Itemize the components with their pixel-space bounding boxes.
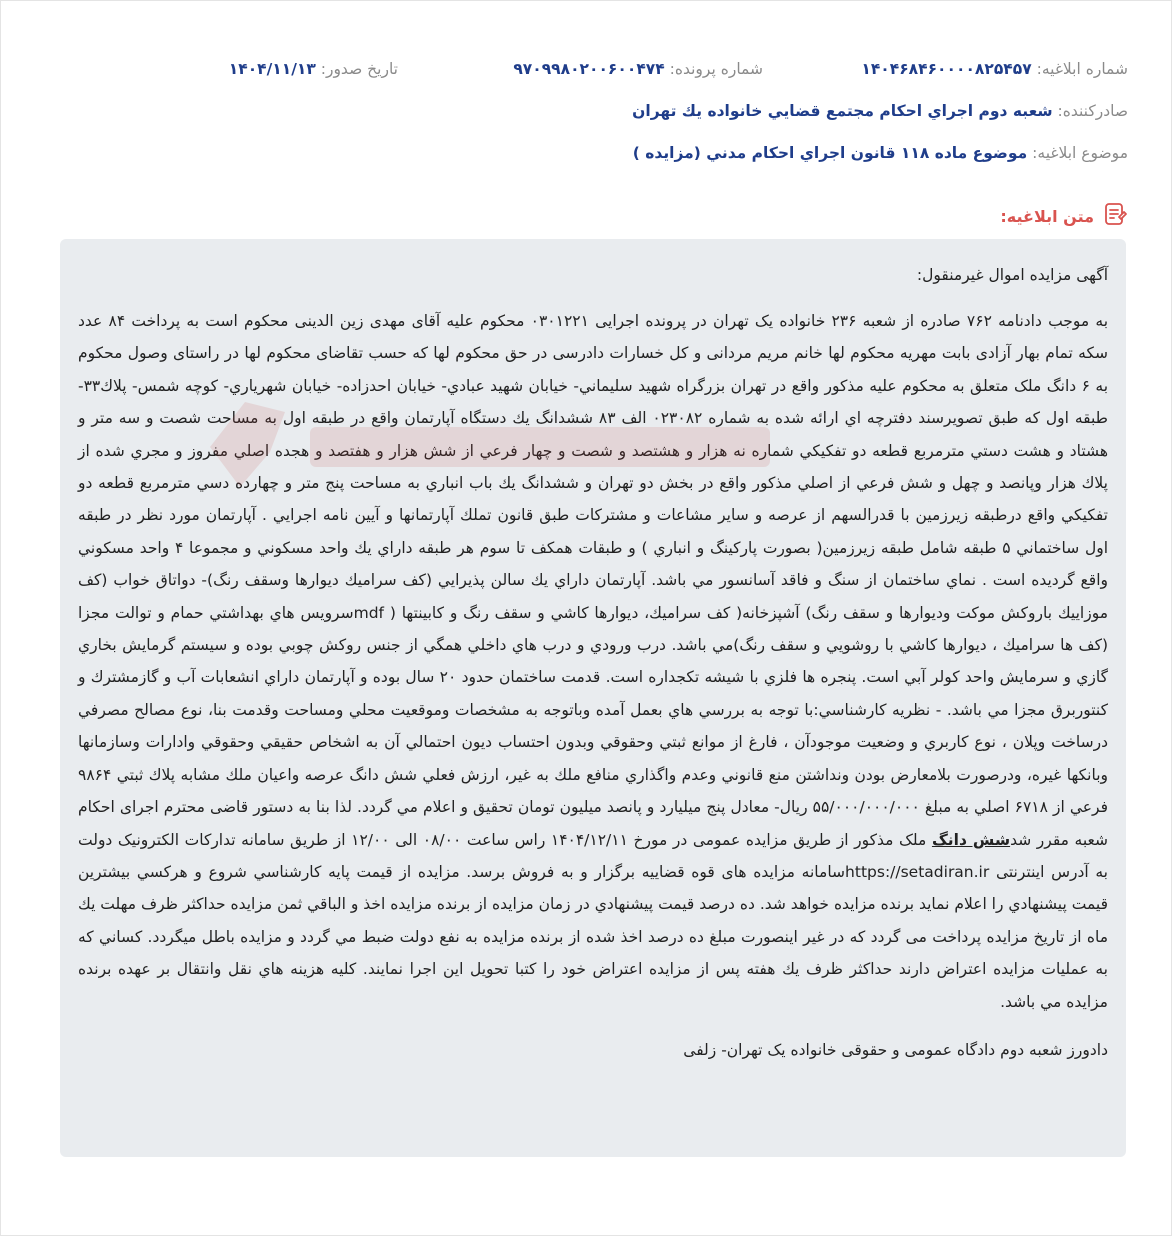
subject-value: موضوع ماده ۱۱۸ قانون اجراي احكام مدني (مزايده ) bbox=[632, 144, 1028, 162]
notice-number-label: شماره ابلاغيه: bbox=[1036, 60, 1128, 78]
notice-body-part1: به موجب دادنامه ۷۶۲ صادره از شعبه ۲۳۶ خانواده یک تهران در پرونده اجرایی ۰۳۰۱۲۲۱ محکوم علیه آقای مهدی زین الدینی محکوم است به پرداخت ۸۴ عدد سکه تمام بهار آزادی بابت مهریه محکوم لها خانم مریم مردانی و کل خسارات دادرسی در حق محکوم لها که حسب تقاضای محکوم لها در راستای وصول محکوم به ۶ دانگ ملک متعلق به محکوم علیه مذکور واقع در تهران بزرگراه شهید سليماني- خيابان شهيد عبادي- خيابان احدزاده- خيابان شهرياري- كوچه شمس- پلاك۳۳- طبقه اول كه طبق تصويرسند دفترچه اي ارائه شده به شماره ۰۲۳۰۸۲ الف ۸۳ ششدانگ يك دستگاه آپارتمان واقع در طبقه اول به مساحت شصت و سه متر و هشتاد و هشت دستي مترمربع قطعه دو تفكيكي شماره نه هزار و هشتصد و شصت و چهار فرعي از شش هزار و هفتصد و هجده اصلي مفروز و مجري شده از پلاك هزار وپانصد و چهل و شش فرعي از اصلي مذكور واقع در بخش دو تهران و ششدانگ يك باب انباري به مساحت پنج متر و چهارده دسي مترمربع قطعه دو تفكيكي واقع درطبقه زيرزمين با قدرالسهم از عرصه و ساير مشاعات و مشتركات طبق قانون تملك آپارتمانها و آيين نامه اجرايي . آپارتمان مورد نظر در طبقه اول ساختماني ۵ طبقه شامل طبقه زيرزمين( بصورت پاركينگ و انباري ) و طبقات همكف تا سوم هر طبقه داراي يك واحد مسكوني و مجموعا ۴ واحد مسكوني واقع گرديده است . نماي ساختمان از سنگ و فاقد آسانسور مي باشد. آپارتمان داراي يك سالن پذيرايي (كف سراميك ديوارها وسقف رنگ)- دواتاق خواب (كف موزاييك باروكش موكت وديوارها و سقف رنگ) آشپزخانه( كف سراميك، ديوارها كاشي و سقف رنگ و كابينتها ( mdfسرويس هاي بهداشتي حمام و توالت مجزا (كف ها سراميك ، ديوارها كاشي با روشويي و سقف رنگ)مي باشد. درب ورودي و درب هاي داخلي همگي از جنس روكش چوبي بوده و سيستم گرمايش بخاري گازي و سرمايش واحد كولر آبي است. پنجره ها فلزي با شيشه تكجداره است. قدمت ساختمان حدود ۲۰ سال بوده و آپارتمان داراي انشعابات آب و گازمشترك و كنتوربرق مجزا مي باشد. - نظريه كارشناسي:با توجه به بررسي هاي بعمل آمده وباتوجه به مشخصات وموقعيت محلي ومساحت وقدمت بنا، نوع مصالح مصرفي درساخت وپلان ، نوع كاربري و وضعيت موجودآن ، فارغ از موانع ثبتي وحقوقي وبدون احتساب ديون احتمالي آن به اشخاص حقيقي وحقوقي وادارات وسازمانها وبانكها غيره، ودرصورت بلامعارض بودن ونداشتن منع قانوني وعدم واگذاري منافع ملك به غير، ارزش فعلي شش دانگ عرصه واعيان ملك مشابه پلاك ثبتي ۹۸۶۴ فرعي از ۶۷۱۸ اصلي به مبلغ ۵۵/۰۰۰/۰۰۰/۰۰۰ ريال- معادل پنج ميليارد و پانصد ميليون تومان تحقيق و اعلام مي گردد. لذا بنا به دستور قاضی محترم اجرای احکام شعبه مقرر شد bbox=[78, 312, 1109, 849]
issue-date bbox=[229, 58, 398, 80]
notice-heading: آگهی مزایده اموال غیرمنقول: bbox=[916, 266, 1108, 284]
case-number-value: ۹۷۰۹۹۸۰۲۰۰۶۰۰۴۷۴ bbox=[513, 60, 665, 78]
notice-number-value: ۱۴۰۴۶۸۴۶۰۰۰۰۸۲۵۴۵۷ bbox=[861, 60, 1032, 78]
issuer-value: شعبه دوم اجراي احكام مجتمع قضايي خانواده يك تهران bbox=[632, 102, 1053, 120]
notice-body-underlined: شش دانگ bbox=[931, 830, 1011, 849]
notice-body bbox=[78, 305, 1108, 1018]
issue-date-label: تاريخ صدور: bbox=[320, 60, 398, 78]
section-title-text: متن ابلاغيه: bbox=[1000, 206, 1094, 226]
notice-text-section-title bbox=[1000, 201, 1128, 231]
notice-panel bbox=[60, 239, 1126, 1157]
notice-number bbox=[861, 58, 1128, 80]
meta-row-issuer bbox=[46, 100, 1128, 122]
notice-signature: دادورز شعبه دوم دادگاه عمومی و حقوقی خانواده یک تهران- زلفی bbox=[683, 1040, 1108, 1059]
case-number bbox=[513, 58, 763, 80]
issuer-label: صادرکننده: bbox=[1057, 102, 1128, 120]
meta-row-subject bbox=[46, 142, 1128, 164]
subject-label: موضوع ابلاغيه: bbox=[1032, 144, 1128, 162]
notice-body-part2: ملک مذکور از طریق مزایده عمومی در مورخ ۱۴۰۴/۱۲/۱۱ راس ساعت ۰۸/۰۰ الی ۱۲/۰۰ از طریق سامانه تدارکات الکترونیک دولت به آدرس اینترنتی https://setadiran.irسامانه مزایده های قوه قضاییه برگزار و به فروش برسد. مزايده از قيمت پايه كارشناسي شروع و هركسي بيشترين قيمت پيشنهادي را اعلام نمايد برنده مزايده خواهد شد. ده درصد قيمت پيشنهادي در زمان مزايده از برنده مزايده اخذ و الباقي ثمن مزايده حداكثر ظرف مهلت يك ماه از تاريخ مزايده پرداخت می گردد كه در غير اينصورت مبلغ ده درصد اخذ شده از برنده مزايده به نفع دولت ضبط مي گردد و مزايده باطل ميگردد. كساني كه به عمليات مزايده اعتراض دارند حداكثر ظرف يك هفته پس از مزايده اعتراض خود را كتبا تحويل اين اجرا نمايند. كليه هزينه هاي نقل وانتقال بر عهده برنده مزايده مي باشد. bbox=[78, 830, 1108, 1011]
case-number-label: شماره پرونده: bbox=[669, 60, 763, 78]
issue-date-value: ۱۴۰۴/۱۱/۱۳ bbox=[228, 60, 316, 78]
document-notice-icon bbox=[1102, 201, 1128, 231]
